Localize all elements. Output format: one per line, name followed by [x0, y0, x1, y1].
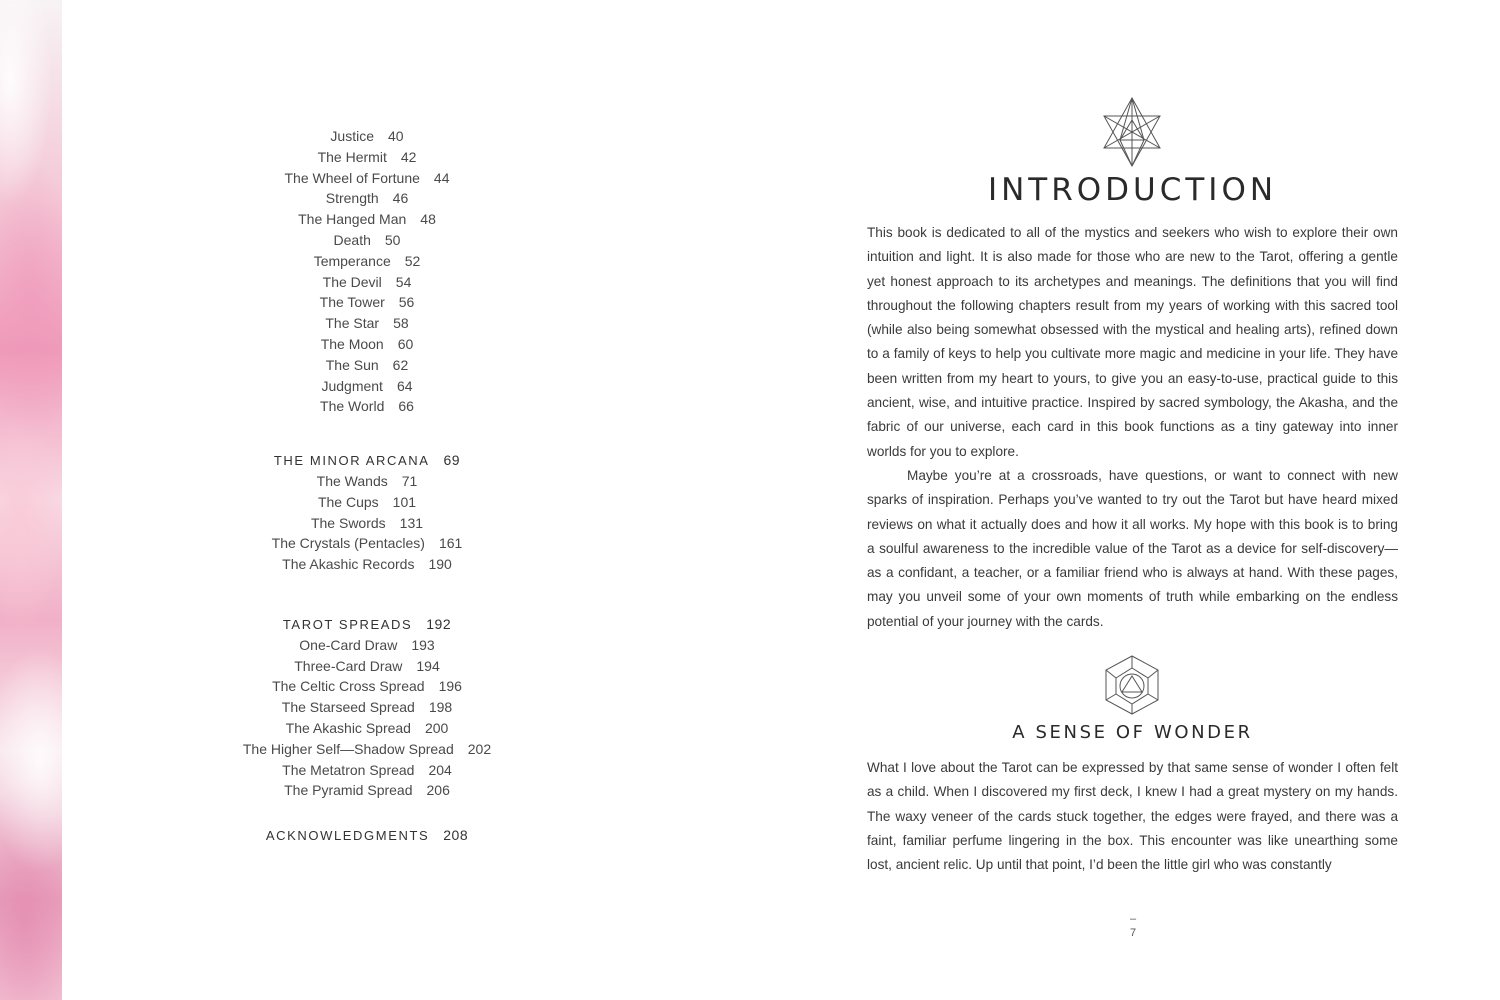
toc-entry-title: The Cups	[317, 493, 379, 510]
body-paragraph: Maybe you’re at a crossroads, have questions, or want to connect with new sparks of inspiration. Perhaps you’ve wanted to try out the Tarot but have heard mixed reviews on what it actually does and how it all works. My hope with this book is to bring a soulful awareness to the incredible value of the Tarot as a device for self-discovery—as a confidant, a teacher, or a familiar friend who is always at hand. With these pages, may you unveil some of your own moments of truth while embarking on the endless potential of your journey with the cards.	[867, 467, 1398, 629]
toc-section-page: 69	[443, 452, 461, 469]
toc-spacer	[232, 575, 502, 614]
toc-entry[interactable]	[232, 251, 502, 272]
toc-tarot-spreads-section	[232, 614, 502, 801]
toc-spacer	[232, 417, 502, 450]
toc-entry-title: The Hanged Man	[298, 211, 407, 228]
toc-entry[interactable]	[232, 676, 502, 697]
folio-dash: –	[1129, 913, 1137, 925]
toc-entry-page: 194	[416, 657, 440, 674]
toc-entry-page: 204	[428, 761, 452, 778]
toc-entry-title: The Star	[325, 315, 380, 332]
toc-entry-title: The World	[320, 398, 385, 415]
toc-entry-title: The Devil	[322, 273, 382, 290]
toc-section-page: 208	[443, 827, 469, 844]
toc-entry-title: The Akashic Records	[282, 556, 415, 573]
toc-entry-page: 202	[467, 740, 492, 757]
toc-entry-page: 101	[392, 493, 417, 510]
toc-entry-page: 40	[388, 128, 404, 144]
toc-entry-title: The Akashic Spread	[285, 719, 411, 736]
toc-entry[interactable]	[232, 533, 502, 554]
toc-entry-title: The Swords	[310, 514, 386, 531]
toc-entry-title: The Tower	[319, 294, 385, 311]
toc-entry-title: Temperance	[313, 252, 391, 269]
toc-entry[interactable]	[232, 492, 502, 513]
toc-entry-page: 66	[398, 398, 414, 415]
toc-entry[interactable]	[232, 513, 502, 534]
toc-entry-title: The Pyramid Spread	[284, 782, 413, 799]
toc-entry-title: Justice	[330, 128, 374, 144]
toc-entry-title: The Wheel of Fortune	[284, 169, 420, 186]
toc-entry-page: 190	[428, 556, 452, 573]
toc-entry[interactable]	[232, 554, 502, 575]
body-paragraph: What I love about the Tarot can be expressed by that same sense of wonder I often felt as a child. When I discovered my first deck, I knew I had a great mystery on my hands. The waxy veneer of the cards stuck together, the edges were frayed, and there was a faint, familiar perfume lingering in the box. This encounter was like unearthing some lost, ancient relic. Up until that point, I’d been the little girl who was constantly	[867, 760, 1398, 873]
toc-entry-page: 56	[398, 294, 415, 311]
toc-entry-page: 161	[438, 535, 463, 552]
toc-entry[interactable]	[232, 760, 502, 781]
toc-entry-page: 54	[395, 273, 412, 290]
toc-entry-page: 46	[392, 190, 409, 207]
introduction-heading: INTRODUCTION	[987, 172, 1278, 208]
toc-entry[interactable]	[232, 471, 502, 492]
toc-entry-page: 60	[397, 335, 414, 352]
hexagon-crystal-icon	[1104, 654, 1160, 716]
toc-entry-page: 52	[404, 252, 421, 269]
toc-entry-title: Judgment	[321, 377, 383, 394]
toc-entry-page: 50	[384, 231, 401, 248]
toc-entry-title: One-Card Draw	[299, 636, 398, 653]
toc-entry-title: The Moon	[320, 335, 384, 352]
toc-entry[interactable]	[232, 396, 502, 417]
toc-entry[interactable]	[232, 355, 502, 376]
toc-entry-title: The Sun	[325, 356, 379, 373]
toc-section-title: TAROT SPREADS	[282, 616, 413, 632]
toc-entry[interactable]	[232, 739, 502, 760]
toc-entry-title: The Starseed Spread	[281, 699, 415, 716]
toc-entry-title: Death	[333, 231, 371, 248]
toc-spacer	[232, 801, 502, 825]
toc-entry[interactable]	[232, 126, 502, 147]
toc-entry-page: 44	[433, 169, 450, 186]
toc-entry-page: 200	[424, 719, 449, 736]
page-number: 7	[1129, 927, 1137, 939]
toc-entry[interactable]	[232, 334, 502, 355]
sense-of-wonder-body	[867, 756, 1398, 877]
toc-entry-title: The Metatron Spread	[282, 761, 415, 778]
toc-section-title: ACKNOWLEDGMENTS	[265, 828, 430, 844]
toc-entry[interactable]	[232, 718, 502, 739]
toc-entry-page: 48	[420, 211, 436, 228]
toc-entry-page: 58	[393, 315, 409, 332]
toc-minor-arcana-section	[232, 450, 502, 575]
toc-entry-page: 131	[399, 514, 424, 531]
toc-section-title: THE MINOR ARCANA	[273, 453, 430, 469]
toc-entry[interactable]	[232, 313, 502, 334]
pink-decorative-edge	[0, 0, 62, 1000]
sense-of-wonder-heading: A SENSE OF WONDER	[1012, 722, 1253, 743]
toc-section-heading[interactable]	[232, 450, 502, 471]
toc-entry-title: Three-Card Draw	[294, 657, 403, 674]
toc-entry-page: 193	[411, 636, 435, 653]
toc-entry-page: 71	[401, 472, 418, 489]
toc-entry-title: The Hermit	[317, 148, 387, 165]
toc-entry[interactable]	[232, 209, 502, 230]
toc-entry-title: The Wands	[316, 472, 388, 489]
toc-entry-page: 198	[428, 699, 453, 716]
toc-entry-page: 42	[400, 148, 417, 165]
table-of-contents	[232, 126, 502, 846]
body-paragraph: This book is dedicated to all of the mystics and seekers who wish to explore their own intuition and light. It is also made for those who are new to the Tarot, offering a gentle yet honest approach to its archetypes and meanings. The definitions that you will find throughout the following chapters result from my years of working with this sacred tool (while also being somewhat obsessed with the mystical and healing arts), refined down to a family of keys to help you cultivate more magic and medicine in your life. They have been written from my heart to yours, to give you an easy-to-use, practical guide to this ancient, wise, and intuitive practice. Inspired by sacred symbology, the Akasha, and the fabric of our universe, each card in this book functions as a tiny gateway into inner worlds for you to explore.	[867, 225, 1398, 459]
toc-entry[interactable]	[232, 656, 502, 677]
toc-entry-page: 64	[396, 377, 413, 394]
toc-entry[interactable]	[232, 168, 502, 189]
page-folio	[1118, 912, 1148, 940]
toc-entry[interactable]	[232, 292, 502, 313]
toc-entry[interactable]	[232, 272, 502, 293]
toc-entry[interactable]	[232, 147, 502, 168]
toc-entry[interactable]	[232, 230, 502, 251]
toc-section-heading[interactable]	[232, 614, 502, 635]
toc-entry[interactable]	[232, 188, 502, 209]
toc-section-heading[interactable]	[232, 825, 502, 846]
toc-entry[interactable]	[232, 635, 502, 656]
toc-entry[interactable]	[232, 697, 502, 718]
toc-section-page: 192	[426, 615, 452, 632]
introduction-body	[867, 221, 1398, 634]
toc-entry[interactable]	[232, 376, 502, 397]
toc-entry-page: 206	[426, 782, 450, 799]
toc-entry-page: 62	[392, 356, 409, 373]
toc-entry-title: The Crystals (Pentacles)	[271, 535, 425, 552]
toc-entry-title: The Celtic Cross Spread	[272, 678, 425, 695]
toc-major-arcana-list	[232, 126, 502, 417]
toc-entry-page: 196	[438, 678, 462, 695]
merkaba-star-icon	[1100, 96, 1164, 168]
toc-entry[interactable]	[232, 780, 502, 801]
toc-entry-title: Strength	[325, 190, 379, 207]
toc-entry-title: The Higher Self—Shadow Spread	[242, 740, 454, 757]
